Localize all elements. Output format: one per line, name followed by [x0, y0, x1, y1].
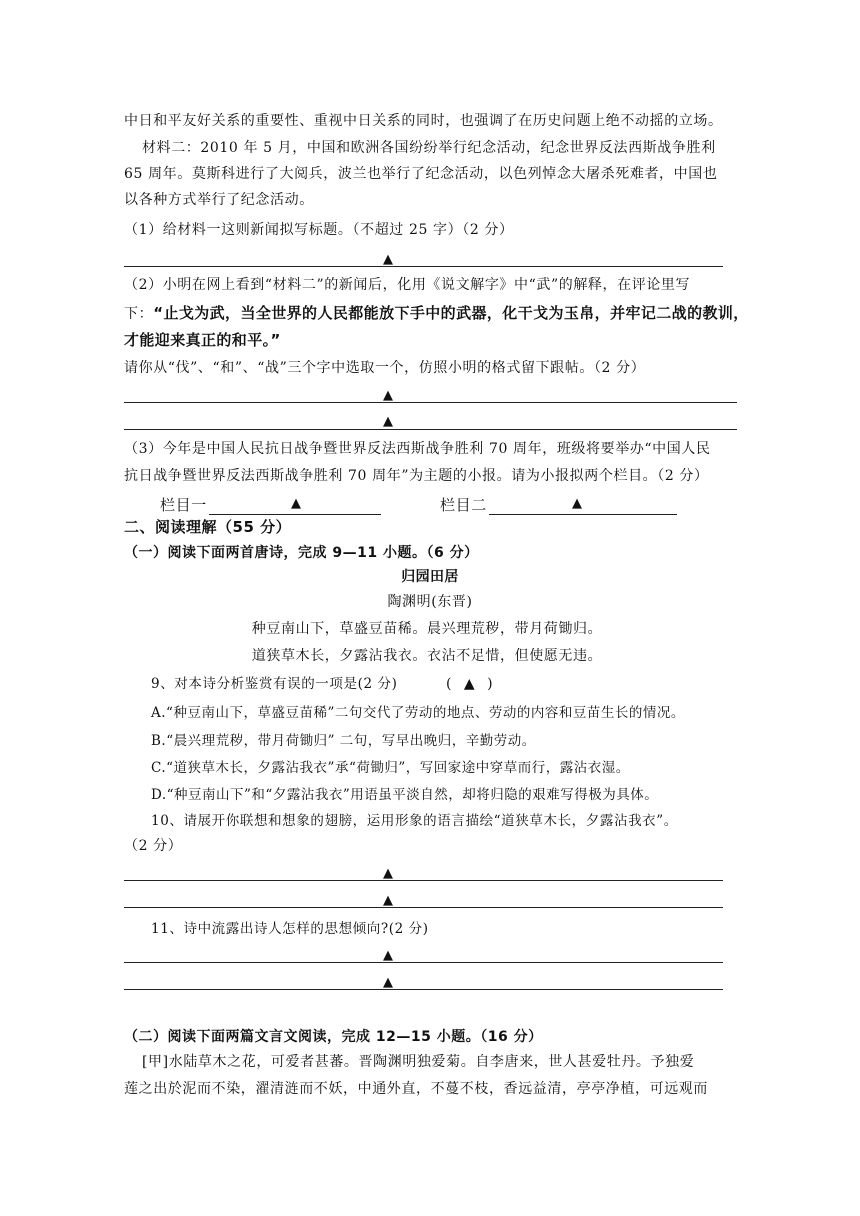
answer-marker: ▲	[383, 414, 393, 429]
quote-text: 才能迎来真正的和平。”	[124, 331, 281, 349]
option-d: D.“种豆南山下”和“夕露沾我衣”用语虽平淡自然，却将归隐的艰难写得极为具体。	[151, 787, 659, 803]
subsection-heading: （一）阅读下面两首唐诗，完成 9—11 小题。（6 分）	[124, 545, 479, 561]
poem-author: 陶渊明(东晋)	[387, 594, 473, 610]
question-10-score: （2 分）	[124, 838, 183, 854]
answer-line[interactable]	[489, 514, 677, 515]
answer-marker: ▲	[383, 948, 393, 963]
answer-line[interactable]	[124, 402, 737, 403]
answer-line[interactable]	[124, 266, 723, 267]
question-3: 抗日战争暨世界反法西斯战争胜利 70 周年”为主题的小报。请为小报拟两个栏目。（2 分）	[124, 468, 709, 484]
answer-marker: ▲	[383, 893, 393, 908]
question-2-task: 请你从“伐”、“和”、“战”三个字中选取一个，仿照小明的格式留下跟帖。（2 分）	[124, 360, 646, 376]
question-11: 11、诗中流露出诗人怎样的思想倾向?(2 分)	[151, 921, 429, 937]
answer-line[interactable]	[124, 962, 723, 963]
quote-text: “止戈为武，当全世界的人民都能放下手中的武器，化干戈为玉帛，并牢记二战的教训，	[153, 304, 749, 322]
poem-title: 归园田居	[401, 569, 459, 585]
subsection-heading: （二）阅读下面两篇文言文阅读，完成 12—15 小题。（16 分）	[124, 1029, 543, 1045]
option-a: A.“种豆南山下，草盛豆苗稀”二句交代了劳动的地点、劳动的内容和豆苗生长的情况。	[151, 705, 685, 721]
question-10: 10、请展开你联想和想象的翅膀，运用形象的语言描绘“道狭草木长，夕露沾我衣”。	[151, 813, 678, 829]
answer-marker: ▲	[383, 866, 393, 881]
material-two-line: 材料二：2010 年 5 月，中国和欧洲各国纷纷举行纪念活动，纪念世界反法西斯战争胜利	[142, 140, 716, 156]
question-2: （2）小明在网上看到“材料二”的新闻后，化用《说文解字》中“武”的解释，在评论里写	[124, 277, 691, 293]
material-two-line: 以各种方式举行了纪念活动。	[124, 192, 314, 208]
option-c: C.“道狭草木长，夕露沾我衣”承“荷锄归”，写回家途中穿草而行，露沾衣湿。	[151, 760, 630, 776]
answer-marker: ▲	[383, 252, 393, 267]
poem-line: 种豆南山下，草盛豆苗稀。晨兴理荒秽，带月荷锄归。	[251, 621, 603, 637]
material-two-line: 65 周年。莫斯科进行了大阅兵，波兰也举行了纪念活动，以色列悼念大屠杀死难者，中国也	[124, 166, 718, 182]
question-2-quote-line	[124, 302, 749, 324]
answer-line[interactable]	[124, 907, 723, 908]
answer-marker: ▲	[291, 496, 301, 511]
column-one-label: 栏目一	[160, 496, 207, 514]
question-3: （3）今年是中国人民抗日战争暨世界反法西斯战争胜利 70 周年，班级将要举办“中国人民	[124, 441, 711, 457]
answer-line[interactable]	[124, 880, 723, 881]
question-1: （1）给材料一这则新闻拟写标题。（不超过 25 字）（2 分）	[124, 222, 514, 238]
classical-text-line: 莲之出於泥而不染，濯清涟而不妖，中通外直，不蔓不枝，香远益清，亭亭净植，可远观而	[124, 1081, 708, 1097]
answer-line[interactable]	[124, 429, 737, 430]
option-b: B.“晨兴理荒秽，带月荷锄归” 二句，写早出晚归，辛勤劳动。	[151, 733, 536, 749]
poem-line: 道狭草木长，夕露沾我衣。衣沾不足惜，但使愿无违。	[251, 648, 603, 664]
section-heading: 二、阅读理解（55 分）	[124, 518, 292, 536]
classical-text-line: [甲]水陆草木之花，可爱者甚蕃。晋陶渊明独爱菊。自李唐来，世人甚爱牡丹。予独爱	[142, 1054, 695, 1070]
answer-line[interactable]	[209, 514, 381, 515]
column-two-label: 栏目二	[440, 496, 487, 514]
question-9-answer-slot[interactable]: ( ▲ )	[446, 676, 497, 692]
answer-marker: ▲	[383, 388, 393, 403]
answer-marker: ▲	[383, 975, 393, 990]
quote-prefix: 下：	[124, 306, 154, 322]
answer-line[interactable]	[124, 989, 723, 990]
question-9: 9、对本诗分析鉴赏有误的一项是(2 分)	[151, 676, 398, 692]
answer-marker: ▲	[572, 496, 582, 511]
text-line: 中日和平友好关系的重要性、重视中日关系的同时，也强调了在历史问题上绝不动摇的立场。	[124, 113, 723, 129]
